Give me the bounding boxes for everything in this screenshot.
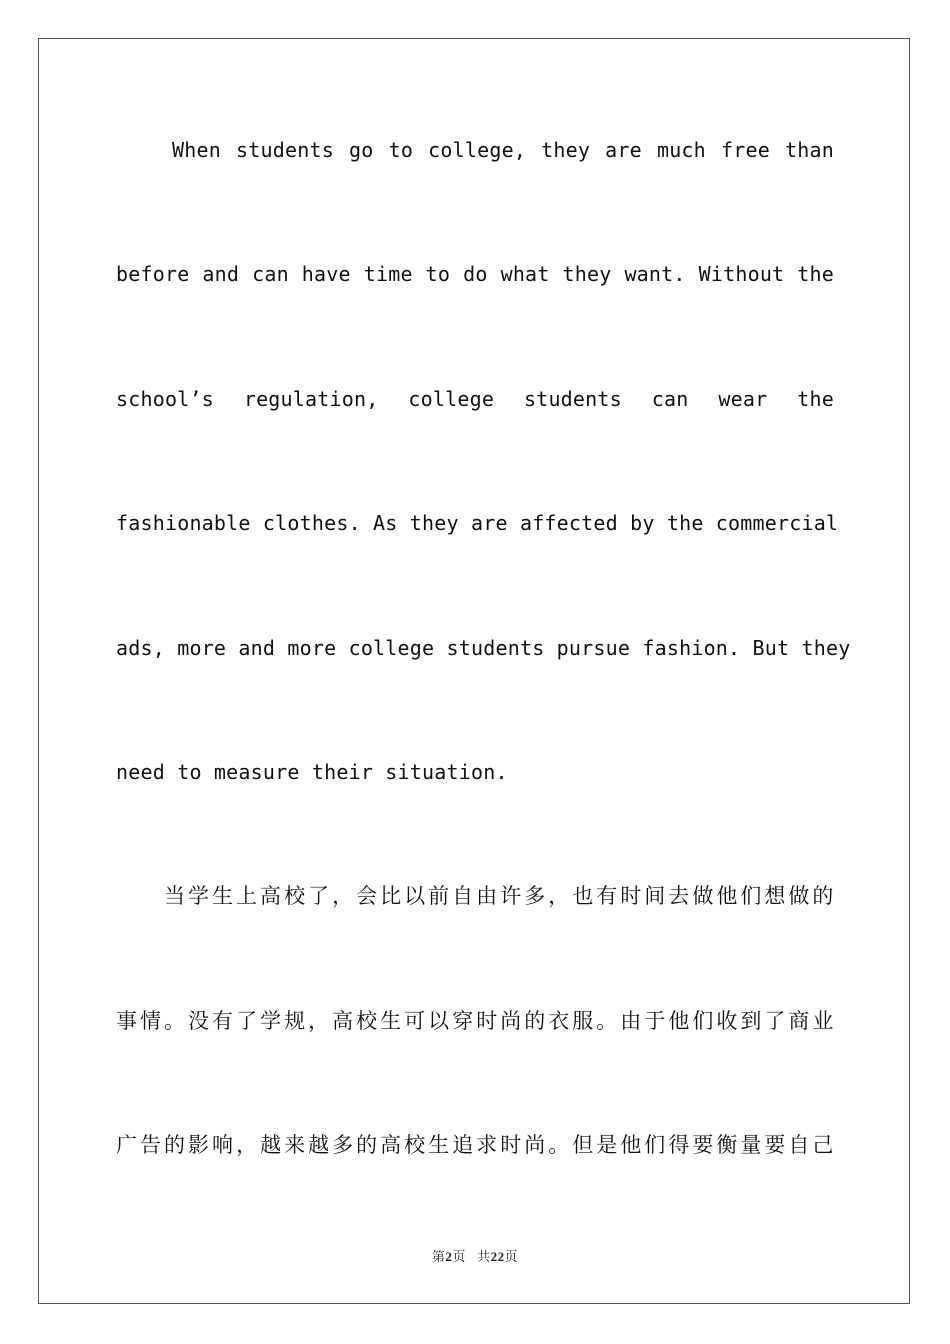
english-line-3: school’s regulation, college students can wear the [116,387,834,411]
chinese-line-3: 广告的影响，越来越多的高校生追求时尚。但是他们得要衡量要自己 [116,1133,834,1157]
english-line-5: ads, more and more college students pursue fashion. But they [116,636,851,660]
english-line-2: before and can have time to do what they want. Without the [116,262,834,286]
chinese-line-1: 当学生上高校了，会比以前自由许多，也有时间去做他们想做的 [164,884,834,908]
english-line-6: need to measure their situation. [116,760,508,784]
english-line-1: When students go to college, they are much free than [172,138,834,162]
page-total: 共22页 [477,1249,519,1264]
english-line-4: fashionable clothes. As they are affected by the commercial [116,511,839,535]
chinese-line-2: 事情。没有了学规，高校生可以穿时尚的衣服。由于他们收到了商业 [116,1009,834,1033]
page-footer [0,1246,950,1265]
page-number: 第2页 [431,1249,466,1264]
page-frame [38,38,910,1304]
